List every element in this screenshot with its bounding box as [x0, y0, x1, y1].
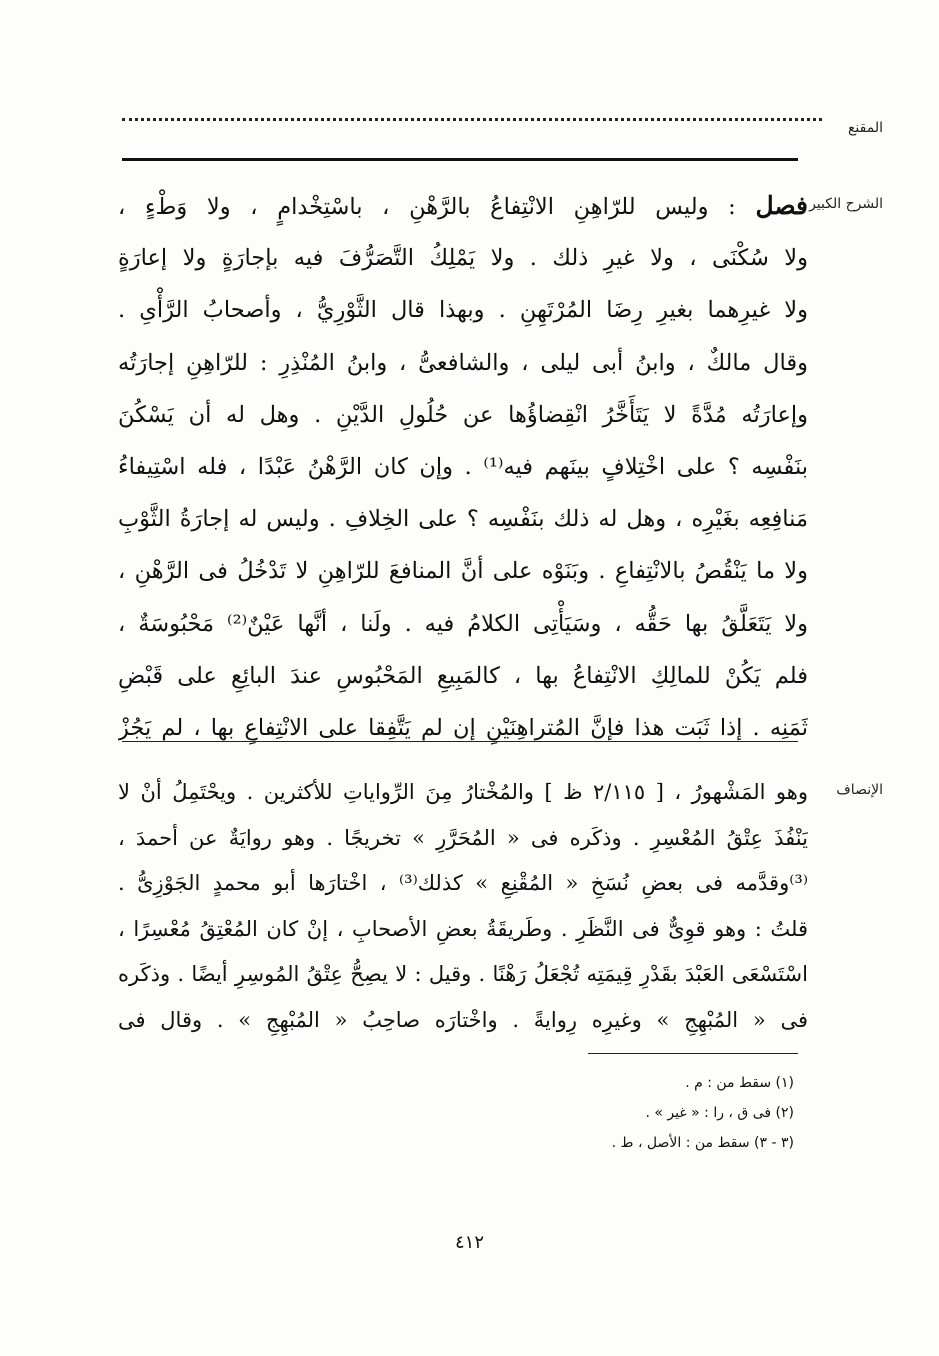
sharh-line: ولا يَتَعَلَّقُ بها حَقُّه ، وسَيَأْتِى الكلامُ فيه . ولَنا ، أنَّها عَيْنٌ⁽²⁾ مَحْبُوسَةٌ ،: [118, 610, 808, 637]
sharh-line-rest: : وليس للرّاهِنِ الانْتِفاعُ بالرَّهْنِ ، باسْتِخْدامٍ ، ولا وَطْءٍ ،: [118, 194, 736, 220]
sharh-line: ولا سُكْنَى ، ولا غيرِ ذلك . ولا يَمْلِكُ التَّصَرُّفَ فيه بإجارَةٍ ولا إعارَةٍ: [118, 245, 808, 272]
header-rule: [122, 158, 798, 161]
sharh-line: بنَفْسِه ؟ على اخْتِلافٍ بينَهم فيه⁽¹⁾ . وإن كان الرَّهْنُ عَبْدًا ، فله اسْتِيفاءُ: [118, 453, 808, 480]
sharh-line: ثَمَنِه . إذا ثَبَت هذا فإنَّ المُتراهِنَيْنِ إن لم يَتَّفِقا على الانْتِفاعِ بها ، لم يَجُزْ: [118, 714, 808, 741]
header-book-title: المقنع: [847, 120, 883, 136]
insaf-line: وهو المَشْهورُ ، [ ٢/١١٥ ظ ] والمُخْتارُ مِنَ الرِّواياتِ للأكثرين . ويحْتَمِلُ أنْ لا: [118, 780, 808, 804]
sharh-line: فلم يَكُنْ للمالِكِ الانْتِفاعُ بها ، كالمَبِيعِ المَحْبُوسِ عندَ البائِعِ على قَبْضِ: [118, 662, 808, 689]
footnote: (٢) فى ق ، را : « غير » .: [645, 1105, 794, 1121]
insaf-margin-label: الإنصاف: [836, 782, 883, 798]
insaf-line: اسْتَسْعَى العَبْدَ بقَدْرِ قِيمَتِه تُجْعَلُ رَهْنًا . وقيل : لا يصِحُّ عِتْقُ المُوسِرِ أيضًا . وذكَره: [118, 962, 808, 986]
insaf-line: يَنْفُذَ عِتْقُ المُعْسِرِ . وذكَره فى « المُحَرَّرِ » تخريجًا . وهو روايَةٌ عن أحمدَ ،: [118, 825, 808, 850]
sharh-line: مَنافِعِه بغَيْرِه ، وهل له ذلك بنَفْسِه ؟ على الخِلافِ . وليس له إجارَةُ الثَّوْبِ: [118, 506, 808, 533]
footnote: (١) سقط من : م .: [685, 1075, 794, 1091]
footnote-rule: [588, 1053, 798, 1054]
page-number: ٤١٢: [454, 1232, 484, 1253]
header-dotted-line: [122, 118, 822, 121]
insaf-line: قلتُ : وهو قوِىٌّ فى النَّظَرِ . وطَريقَةُ بعضِ الأصحابِ ، إنْ كان المُعْتِقُ مُعْسِرًا ،: [118, 916, 808, 941]
footnotes: [494, 1068, 794, 1158]
sharh-margin-label: الشرح الكبير: [809, 196, 883, 212]
fasl-heading: فصل: [755, 191, 808, 220]
sharh-line: [118, 180, 808, 232]
section-divider: [122, 741, 798, 742]
sharh-line: وإعارَتُه مُدَّةً لا يَتَأَخَّرُ انْقِضاؤُها عن حُلُولِ الدَّيْنِ . وهل له أن يَسْكُنَ: [118, 401, 808, 428]
sharh-line: ولا ما يَنْقُصُ بالانْتِفاعِ . وبَنَوْه على أنَّ المنافعَ للرّاهِنِ لا تَدْخُلُ فى الرَّهْنِ ،: [118, 558, 808, 585]
footnote: (٣ - ٣) سقط من : الأصل ، ط .: [611, 1135, 794, 1151]
insaf-line: فى « المُبْهِجِ » وغيرِه رِوايةً . واخْتارَه صاحِبُ « المُبْهِجِ » . وقال فى: [118, 1007, 808, 1032]
insaf-text: [118, 770, 808, 1043]
sharh-line: ولا غيرِهما بغيرِ رِضَا المُرْتَهِنِ . وبهذا قال الثَّوْرِيُّ ، وأصحابُ الرَّأْىِ .: [118, 297, 808, 324]
sharh-text: [118, 180, 808, 754]
sharh-line: وقال مالكٌ ، وابنُ أبى ليلى ، والشافعىُّ ، وابنُ المُنْذِرِ : للرّاهِنِ إجارَتُه: [118, 349, 808, 376]
insaf-line: ⁽³⁾وقدَّمه فى بعضِ نُسَخِ « المُقْنِعِ » كذلك⁽³⁾ ، اخْتارَها أبو محمدٍ الجَوْزِىُّ .: [118, 871, 808, 895]
